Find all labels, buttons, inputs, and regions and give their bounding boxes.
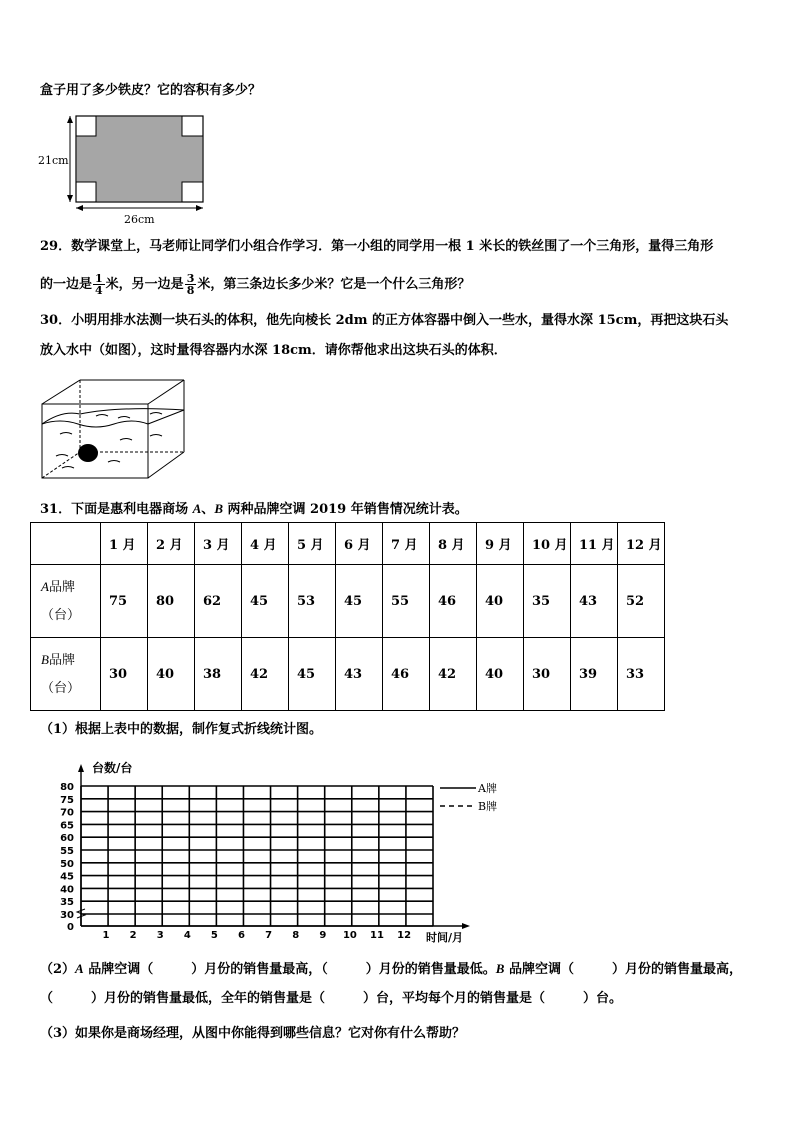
y-tick-label: 45: [60, 871, 74, 883]
x-tick-label: 12: [397, 930, 412, 941]
x-tick-label: 6: [238, 930, 245, 941]
q28-question-tail: 盒子用了多少铁皮？它的容积有多少？: [40, 83, 262, 98]
legend-label-a: A牌: [478, 782, 497, 795]
y-axis-arrow: [78, 764, 84, 772]
month-header-cell: 8 月: [430, 523, 477, 565]
month-header-cell: 7 月: [383, 523, 430, 565]
table-cell: 53: [289, 565, 336, 638]
table-cell: 42: [430, 638, 477, 711]
x-tick-label: 1: [102, 930, 110, 941]
sub2-brand-b: B: [495, 961, 505, 976]
month-header-cell: 5 月: [289, 523, 336, 565]
box-height-label: 21cm: [38, 154, 69, 167]
table-cell: 45: [289, 638, 336, 711]
legend-label-b: B牌: [478, 800, 498, 813]
q29-text-b: 米，另一边是: [105, 277, 184, 292]
sub2-brand-a: A: [75, 961, 84, 976]
q31-number: 31．: [40, 502, 72, 517]
x-tick-label: 11: [370, 930, 384, 941]
q31-sub1: （1）根据上表中的数据，制作复式折线统计图。: [40, 722, 323, 737]
y-tick-label: 40: [60, 884, 74, 896]
x-tick-label: 8: [292, 930, 300, 941]
chart-x-title: 时间/月: [426, 931, 464, 944]
table-cell: 45: [242, 565, 289, 638]
q29-text-c: 米，第三条边长多少米？它是一个什么三角形？: [197, 277, 471, 292]
q29-number: 29．: [40, 239, 72, 254]
frac1-numerator: 1: [95, 272, 103, 285]
sub2-j: ）台。: [583, 991, 623, 1006]
sub2-i: ）台，平均每个月的销售量是（: [363, 991, 546, 1006]
month-header-cell: 6 月: [336, 523, 383, 565]
month-header-cell: 3 月: [195, 523, 242, 565]
table-cell: 35: [524, 565, 571, 638]
q29-text-line1: 数学课堂上，马老师让同学们小组合作学习．第一小组的同学用一根 1 米长的铁丝围了一个三角形，量得三角形: [71, 239, 714, 254]
sub2-c: ）月份的销售量最高，（: [191, 962, 328, 977]
y-tick-label: 30: [60, 910, 74, 921]
table-cell: 40: [477, 565, 524, 638]
x-tick-label: 7: [265, 930, 273, 941]
table-cell: 55: [383, 565, 430, 638]
frac1-denominator: 4: [95, 284, 103, 297]
y-tick-label: 55: [60, 846, 74, 857]
row-brand-label: 品牌: [48, 652, 75, 668]
q30-text-line1: 小明用排水法测一块石头的体积，他先向棱长 2dm 的正方体容器中倒入一些水，量得水深 15cm，再把这块石头: [71, 313, 729, 328]
table-cell: 30: [101, 638, 148, 711]
q31-intro-c: 两种品牌空调 2019 年销售情况统计表。: [222, 502, 468, 517]
month-header-cell: 2 月: [148, 523, 195, 565]
month-header-cell: 4 月: [242, 523, 289, 565]
month-header-cell: 11 月: [571, 523, 618, 565]
table-cell: 43: [336, 638, 383, 711]
table-cell: 46: [383, 638, 430, 711]
table-cell: 43: [571, 565, 618, 638]
row-brand-label: 品牌: [48, 579, 75, 595]
y-tick-label: 65: [60, 820, 74, 832]
y-tick-label: 0: [67, 922, 74, 933]
month-header-cell: 10 月: [524, 523, 571, 565]
q31-intro-a: 下面是惠利电器商场: [71, 502, 193, 517]
table-cell: 45: [336, 565, 383, 638]
sub2-b: 品牌空调（: [83, 962, 154, 977]
x-tick-label: 4: [183, 930, 191, 941]
row-brand-letter: A: [41, 578, 49, 594]
month-header-cell: 12 月: [618, 523, 665, 565]
x-tick-label: 3: [156, 930, 164, 941]
row-unit: （台）: [41, 680, 81, 696]
month-header-cell: 9 月: [477, 523, 524, 565]
sub2-h: ）月份的销售量最低，全年的销售量是（: [91, 991, 326, 1006]
sub2-g: （: [40, 991, 54, 1006]
y-tick-label: 75: [60, 794, 74, 806]
table-cell: 80: [148, 565, 195, 638]
q31-brand-b: B: [214, 501, 223, 516]
sub2-f: ）月份的销售量最高，: [611, 962, 742, 977]
sub2-e: 品牌空调（: [504, 962, 574, 977]
table-cell: 38: [195, 638, 242, 711]
q30-text-line2: 放入水中（如图），这时量得容器内水深 18cm．请你帮他求出这块石头的体积．: [40, 343, 507, 358]
chart-y-title: 台数/台: [92, 761, 133, 775]
sub2-a: （2）: [40, 962, 76, 977]
table-cell: 33: [618, 638, 665, 711]
box-width-label: 26cm: [124, 213, 155, 226]
q29-text-a: 的一边是: [40, 277, 93, 292]
table-cell: 75: [101, 565, 148, 638]
q31-sub2-line2: [40, 991, 622, 1007]
x-tick-label: 9: [319, 930, 327, 941]
y-tick-label: 50: [60, 858, 74, 870]
month-header-cell: 1 月: [101, 523, 148, 565]
table-cell: 30: [524, 638, 571, 711]
table-cell: 46: [430, 565, 477, 638]
row-brand-letter: B: [41, 651, 49, 667]
y-tick-label: 35: [60, 897, 74, 909]
table-cell: 52: [618, 565, 665, 638]
table-cell: 42: [242, 638, 289, 711]
x-tick-label: 2: [129, 930, 137, 941]
y-tick-label: 70: [60, 807, 74, 819]
x-tick-label: 10: [342, 930, 357, 941]
table-cell: 40: [148, 638, 195, 711]
q30-number: 30．: [40, 313, 72, 328]
table-cell: 62: [195, 565, 242, 638]
x-axis-arrow: [462, 923, 470, 929]
frac2-numerator: 3: [186, 272, 195, 285]
frac2-denominator: 8: [186, 284, 195, 297]
q31-brand-a: A: [192, 501, 202, 516]
y-tick-label: 60: [60, 833, 74, 845]
table-cell: 40: [477, 638, 524, 711]
table-cell: 39: [571, 638, 618, 711]
y-tick-label: 80: [60, 782, 74, 793]
q31-intro-b: 、: [201, 502, 215, 517]
sub2-d: ）月份的销售量最低。: [365, 962, 496, 977]
x-tick-label: 5: [210, 930, 218, 941]
q31-sub3: （3）如果你是商场经理，从图中你能得到哪些信息？它对你有什么帮助？: [40, 1026, 466, 1041]
row-unit: （台）: [41, 607, 81, 623]
q31-sub2-line1: [40, 961, 742, 978]
